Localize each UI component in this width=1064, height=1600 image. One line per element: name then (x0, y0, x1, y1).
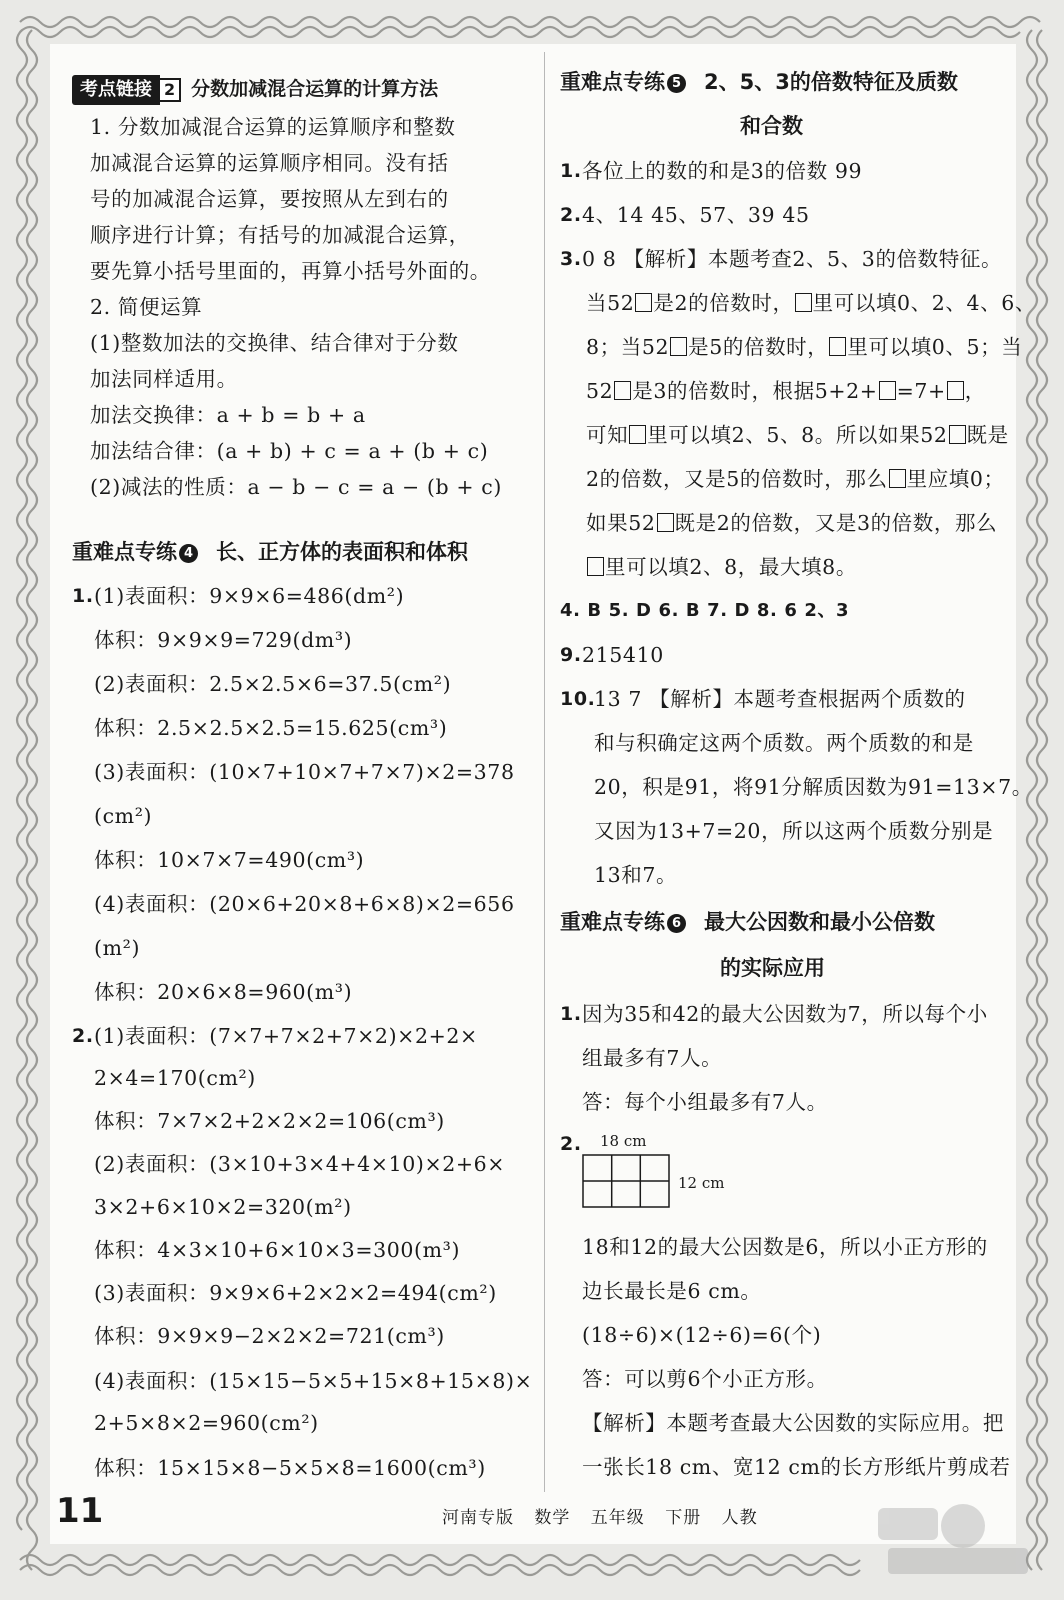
kd-line: 号的加减混合运算，要按照从左到右的 (90, 187, 449, 211)
s4-q2-line: 体积：7×7×2+2×2×2=106(cm³) (94, 1109, 445, 1133)
s4-q2-line: (4)表面积：(15×15−5×5+15×8+15×8)× (94, 1369, 533, 1393)
kd-line: 加法同样适用。 (90, 367, 238, 391)
s4-q1-line: 体积：10×7×7=490(cm³) (94, 848, 365, 872)
s5-a3-line2: 当52 是2的倍数时， 里可以填0、2、4、6、 (586, 291, 1037, 315)
kd-line: 2. 简便运算 (90, 295, 203, 319)
section5-title-cont: 和合数 (740, 114, 803, 138)
kd-line: 加减混合运算的运算顺序相同。没有括 (90, 151, 449, 175)
s4-q1-line: (4)表面积：(20×6+20×8+6×8)×2=656 (94, 892, 515, 916)
s5-a3-line8: 里可以填2、8，最大填8。 (586, 552, 857, 582)
kd-line: 1. 分数加减混合运算的运算顺序和整数 (90, 115, 456, 139)
section6-title-cont: 的实际应用 (720, 956, 825, 980)
s6-a2-line: 18和12的最大公因数是6，所以小正方形的 (582, 1235, 988, 1259)
s5-a1-number: 1. (560, 160, 582, 182)
s6-a1-line: 因为35和42的最大公因数为7，所以每个小 (582, 1002, 988, 1026)
section4-circle-number: 4 (179, 544, 198, 563)
s6-a1-number: 1. (560, 1003, 582, 1025)
s5-a10-line: 13和7。 (594, 863, 678, 887)
s5-a3-line4: 52 是3的倍数时，根据5+2+ =7+ ， (586, 379, 986, 403)
s5-a3-line3: 8；当52 是5的倍数时， 里可以填0、5；当 (586, 335, 1023, 359)
section4-heading (72, 536, 468, 568)
s4-q2-line: 体积：9×9×9−2×2×2=721(cm³) (94, 1324, 445, 1348)
section5-circle-number: 5 (667, 74, 686, 93)
section6-title: 最大公因数和最小公倍数 (704, 910, 935, 934)
s4-q2-number: 2. (72, 1025, 94, 1047)
answer-page (50, 44, 1037, 1544)
s4-q1-number: 1. (72, 585, 94, 607)
rectangle-grid-figure (582, 1154, 672, 1210)
s4-q2-line: 2+5×8×2=960(cm²) (94, 1411, 319, 1435)
blank-box (949, 425, 966, 444)
s5-a9-number: 9. (560, 644, 582, 666)
blank-box (587, 557, 604, 576)
s5-a10-line: 13 7 【解析】本题考查根据两个质数的 (594, 687, 966, 711)
s4-q1-line: (cm²) (94, 804, 153, 828)
blank-box (614, 381, 631, 400)
s6-a2-line: 【解析】本题考查最大公因数的实际应用。把 (582, 1411, 1004, 1435)
s5-a1-text: 各位上的数的和是3的倍数 99 (582, 159, 863, 183)
s6-a2-line: 边长最长是6 cm。 (582, 1279, 762, 1303)
s4-q1-line: 体积：9×9×9=729(dm³) (94, 628, 353, 652)
page-number: 11 (56, 1491, 104, 1531)
figure-side-label: 12 cm (678, 1174, 725, 1192)
blank-box (829, 337, 846, 356)
blank-box (657, 513, 674, 532)
s4-q1-line: (1)表面积：9×9×6=486(dm²) (94, 584, 405, 608)
section5-title: 2、5、3的倍数特征及质数 (704, 70, 958, 94)
s6-a2-line: 一张长18 cm、宽12 cm的长方形纸片剪成若 (582, 1455, 1011, 1479)
s4-q1-line: (3)表面积：(10×7+10×7+7×7)×2=378 (94, 760, 515, 784)
section4-title: 长、正方体的表面积和体积 (216, 540, 468, 564)
kaodian-heading (72, 72, 438, 105)
s6-a2-line: (18÷6)×(12÷6)=6(个) (582, 1323, 822, 1347)
s5-a3-number: 3. (560, 248, 582, 270)
s5-a3-line5: 可知 里可以填2、5、8。所以如果52 既是 (586, 423, 1009, 447)
s5-a4-to-a8: 4. B 5. D 6. B 7. D 8. 6 2、3 (560, 600, 850, 621)
s4-q1-line: 体积：20×6×8=960(m³) (94, 980, 353, 1004)
s6-a2-number: 2. (560, 1133, 582, 1155)
s4-q2-line: (1)表面积：(7×7+7×2+7×2)×2+2× (94, 1024, 478, 1048)
s4-q2-line: (3)表面积：9×9×6+2×2×2=494(cm²) (94, 1281, 497, 1305)
section6-prefix: 重难点专练 (560, 910, 665, 934)
kd-line: (1)整数加法的交换律、结合律对于分数 (90, 331, 459, 355)
s5-a10-line: 和与积确定这两个质数。两个质数的和是 (594, 731, 974, 755)
figure-top-label: 18 cm (600, 1132, 647, 1150)
s5-a3-line6: 2的倍数，又是5的倍数时，那么 里应填0； (586, 467, 1005, 491)
blank-box (947, 381, 964, 400)
s5-a10-number: 10. (560, 688, 596, 710)
s6-a1-line: 答：每个小组最多有7人。 (582, 1090, 828, 1114)
s4-q2-line: (2)表面积：(3×10+3×4+4×10)×2+6× (94, 1152, 506, 1176)
kd-line: 加法交换律：a + b = b + a (90, 403, 366, 427)
s6-a2-line: 答：可以剪6个小正方形。 (582, 1367, 828, 1391)
section5-prefix: 重难点专练 (560, 70, 665, 94)
s5-a2-number: 2. (560, 204, 582, 226)
s4-q2-line: 体积：15×15×8−5×5×8=1600(cm³) (94, 1456, 486, 1480)
section5-heading (560, 66, 958, 98)
kd-line: 顺序进行计算；有括号的加减混合运算， (90, 223, 470, 247)
section4-prefix: 重难点专练 (72, 540, 177, 564)
s5-a9-text: 215410 (582, 643, 664, 667)
book-meta: 河南专版 数学 五年级 下册 人教 (442, 1508, 758, 1528)
blank-box (635, 293, 652, 312)
section6-circle-number: 6 (667, 914, 686, 933)
s4-q1-line: 体积：2.5×2.5×2.5=15.625(cm³) (94, 716, 448, 740)
s5-a10-line: 又因为13+7=20，所以这两个质数分别是 (594, 819, 994, 843)
s5-a2-text: 4、14 45、57、39 45 (582, 203, 810, 227)
blank-box (879, 381, 896, 400)
blank-box (889, 469, 906, 488)
s4-q1-line: (m²) (94, 936, 141, 960)
s5-a3-line7: 如果52 既是2的倍数，又是3的倍数，那么 (586, 511, 998, 535)
s4-q2-line: 体积：4×3×10+6×10×3=300(m³) (94, 1238, 461, 1262)
column-divider (544, 52, 545, 1492)
kaodian-tag: 考点链接 (72, 75, 160, 105)
kaodian-title: 分数加减混合运算的计算方法 (191, 78, 439, 100)
kd-line: 加法结合律：(a + b) + c = a + (b + c) (90, 439, 489, 463)
s5-a10-line: 20，积是91，将91分解质因数为91=13×7。 (594, 775, 1033, 799)
s4-q2-line: 2×4=170(cm²) (94, 1066, 256, 1090)
s4-q1-line: (2)表面积：2.5×2.5×6=37.5(cm²) (94, 672, 452, 696)
kd-line: (2)减法的性质：a − b − c = a − (b + c) (90, 475, 502, 499)
kd-line: 要先算小括号里面的，再算小括号外面的。 (90, 259, 491, 283)
watermark-logo (868, 1488, 1038, 1588)
blank-box (795, 293, 812, 312)
s4-q2-line: 3×2+6×10×2=320(m²) (94, 1195, 352, 1219)
blank-box (629, 425, 646, 444)
kaodian-number: 2 (158, 78, 181, 102)
section6-heading (560, 906, 935, 938)
blank-box (670, 337, 687, 356)
s6-a1-line: 组最多有7人。 (582, 1046, 723, 1070)
s5-a3-head: 0 8 【解析】本题考查2、5、3的倍数特征。 (582, 247, 1003, 271)
